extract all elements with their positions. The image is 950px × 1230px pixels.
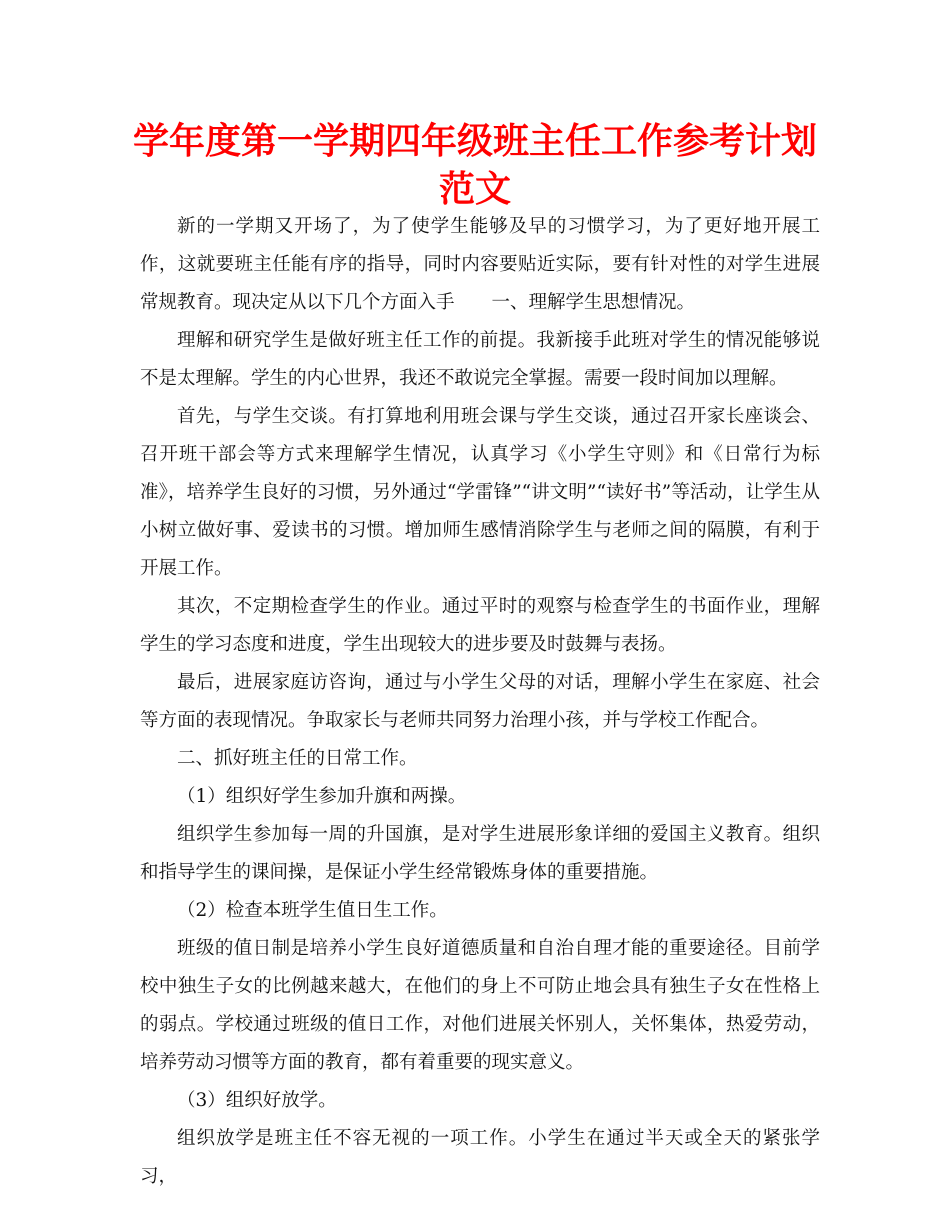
- paragraph: 理解和研究学生是做好班主任工作的前提。我新接手此班对学生的情况能够说不是太理解。学生的内心世界，我还不敢说完全掌握。需要一段时间加以理解。: [140, 330, 820, 389]
- document-body: [140, 208, 820, 1196]
- paragraph: 最后，进展家庭访咨询，通过与小学生父母的对话，理解小学生在家庭、社会等方面的表现情况。争取家长与老师共同努力治理小孩，并与学校工作配合。: [140, 672, 820, 731]
- document-title: 学年度第一学期四年级班主任工作参考计划范文: [132, 121, 817, 210]
- paragraph: 其次，不定期检查学生的作业。通过平时的观察与检查学生的书面作业，理解学生的学习态度和进度，学生出现较大的进步要及时鼓舞与表扬。: [140, 596, 820, 655]
- paragraph: 组织放学是班主任不容无视的一项工作。小学生在通过半天或全天的紧张学习，: [140, 1128, 820, 1187]
- paragraph: 组织学生参加每一周的升国旗，是对学生进展形象详细的爱国主义教育。组织和指导学生的课间操，是保证小学生经常锻炼身体的重要措施。: [140, 824, 820, 883]
- subsection-heading: （3）组织好放学。: [177, 1090, 337, 1111]
- subsection-heading: （1）组织好学生参加升旗和两操。: [177, 786, 467, 807]
- paragraph: 班级的值日制是培养小学生良好道德质量和自治自理才能的重要途径。目前学校中独生子女的比例越来越大，在他们的身上不可防止地会具有独生子女在性格上的弱点。学校通过班级的值日工作，对他们进展关怀别人，关怀集体，热爱劳动，培养劳动习惯等方面的教育，都有着重要的现实意义。: [140, 938, 820, 1073]
- paragraph: 首先，与学生交谈。有打算地利用班会课与学生交谈，通过召开家长座谈会、召开班干部会等方式来理解学生情况，认真学习《小学生守则》和《日常行为标准》，培养学生良好的习惯，另外通过“学雷锋”“讲文明”“读好书”等活动，让学生从小树立做好事、爱读书的习惯。增加师生感情消除学生与老师之间的隔膜，有利于开展工作。: [140, 406, 820, 579]
- paragraph: 新的一学期又开场了，为了使学生能够及早的习惯学习，为了更好地开展工作，这就要班主任能有序的指导，同时内容要贴近实际，要有针对性的对学生进展常规教育。现决定从以下几个方面入手 一、理解学生思想情况。: [140, 216, 820, 313]
- section-heading: 二、抓好班主任的日常工作。: [177, 748, 418, 769]
- subsection-heading: （2）检查本班学生值日生工作。: [177, 900, 448, 921]
